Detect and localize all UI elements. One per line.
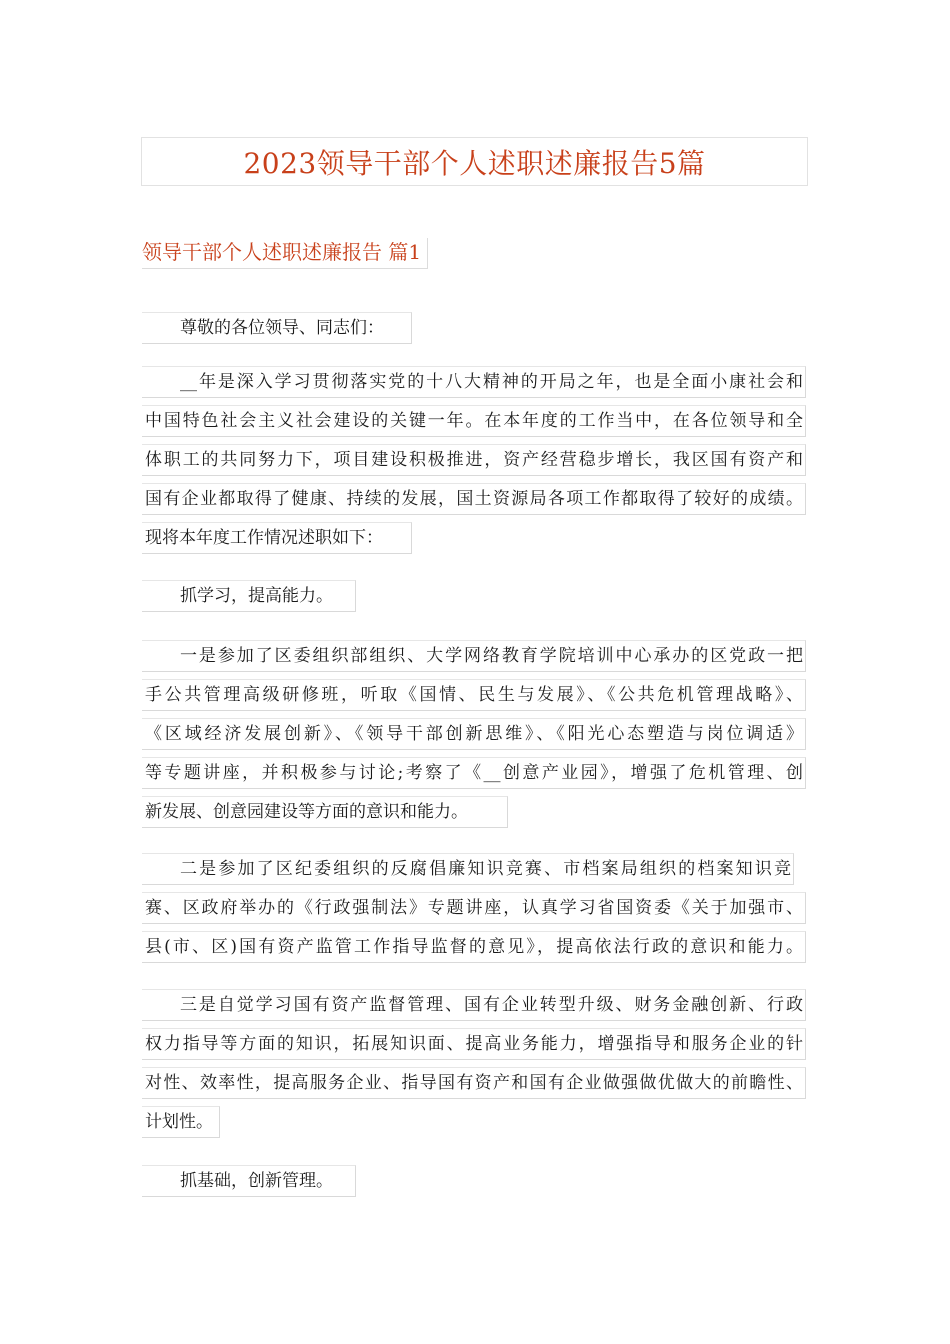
paragraph-line: 抓基础，创新管理。: [142, 1165, 356, 1197]
paragraph-line: 国有企业都取得了健康、持续的发展，国土资源局各项工作都取得了较好的成绩。: [142, 483, 806, 515]
paragraph-line: 尊敬的各位领导、同志们：: [142, 312, 412, 344]
paragraph-line: 抓学习，提高能力。: [142, 580, 356, 612]
section-heading: 领导干部个人述职述廉报告 篇1: [142, 238, 428, 269]
document-title: 2023领导干部个人述职述廉报告5篇: [243, 146, 706, 180]
paragraph-line: 新发展、创意园建设等方面的意识和能力。: [142, 796, 508, 828]
paragraph-line: 三是自觉学习国有资产监督管理、国有企业转型升级、财务金融创新、行政: [142, 989, 806, 1021]
paragraph-line: 对性、效率性，提高服务企业、指导国有资产和国有企业做强做优做大的前瞻性、: [142, 1067, 806, 1099]
paragraph-line: 中国特色社会主义社会建设的关键一年。在本年度的工作当中，在各位领导和全: [142, 405, 806, 437]
paragraph-line: 体职工的共同努力下，项目建设积极推进，资产经营稳步增长，我区国有资产和: [142, 444, 806, 476]
paragraph-line: 权力指导等方面的知识，拓展知识面、提高业务能力，增强指导和服务企业的针: [142, 1028, 806, 1060]
paragraph-line: 等专题讲座，并积极参与讨论;考察了《__创意产业园》，增强了危机管理、创: [142, 757, 806, 789]
paragraph-line: 手公共管理高级研修班，听取《国情、民生与发展》、《公共危机管理战略》、: [142, 679, 806, 711]
paragraph-line: 《区域经济发展创新》、《领导干部创新思维》、《阳光心态塑造与岗位调适》: [142, 718, 806, 750]
paragraph-line: 一是参加了区委组织部组织、大学网络教育学院培训中心承办的区党政一把: [142, 640, 806, 672]
paragraph-line: 计划性。: [142, 1106, 220, 1138]
paragraph-line: 赛、区政府举办的《行政强制法》专题讲座，认真学习省国资委《关于加强市、: [142, 892, 806, 924]
title-box: [141, 137, 808, 186]
paragraph-line: __年是深入学习贯彻落实党的十八大精神的开局之年，也是全面小康社会和: [142, 366, 806, 398]
paragraph-line: 县(市、区)国有资产监管工作指导监督的意见》，提高依法行政的意识和能力。: [142, 931, 806, 963]
paragraph-line: 现将本年度工作情况述职如下：: [142, 522, 412, 554]
paragraph-line: 二是参加了区纪委组织的反腐倡廉知识竞赛、市档案局组织的档案知识竞: [142, 853, 794, 885]
